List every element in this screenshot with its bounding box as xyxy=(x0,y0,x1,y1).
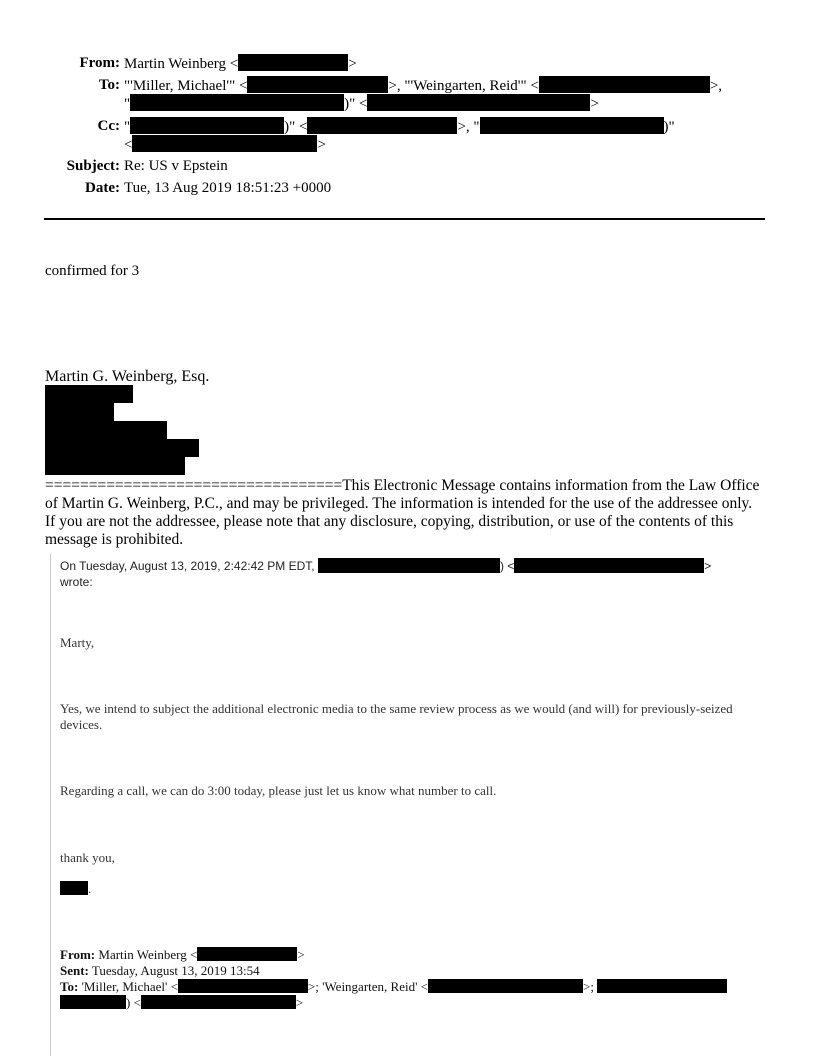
redaction-box xyxy=(238,54,348,71)
redaction-box xyxy=(60,995,126,1009)
legal-disclaimer: ==================================This Electronic Message contains information from the Law Office of Martin G. Weinberg, P.C., and may be privileged. The information is intended for the use of the addressee only. If you are not the addressee, please note that any disclosure, copying, distribution, or use of the contents of this message is prohibited. xyxy=(45,477,760,548)
redaction-box xyxy=(597,979,727,993)
redaction-box xyxy=(130,117,284,134)
redaction-box xyxy=(514,558,704,573)
quote-paragraph: Yes, we intend to subject the additional electronic media to the same review process as we would (and will) for previously-seized devices. xyxy=(60,701,733,732)
cc-row-continued: < > xyxy=(124,137,326,153)
redaction-box xyxy=(60,881,88,895)
quote-intro: On Tuesday, August 13, 2019, 2:42:42 PM EDT, ) < > wrote: xyxy=(60,559,712,589)
redaction-box xyxy=(428,979,583,993)
cc-label: Cc: xyxy=(97,118,120,134)
quote-greeting: Marty, xyxy=(60,635,95,650)
redaction-box xyxy=(539,76,710,93)
from-value: Martin Weinberg < > xyxy=(124,56,357,72)
subject-label: Subject: xyxy=(66,158,120,174)
redaction-box xyxy=(130,94,344,111)
signature-redaction xyxy=(45,457,185,475)
to-row-continued: " )" < > xyxy=(124,96,599,112)
redaction-box xyxy=(307,117,457,134)
from-label: From: xyxy=(79,55,120,71)
forward-to: To: 'Miller, Michael' < >; 'Weingarten, Reid' < >; xyxy=(60,979,727,995)
signature-redaction xyxy=(45,421,167,439)
quote-signature: . xyxy=(60,881,91,897)
redaction-box xyxy=(318,558,500,573)
forward-to-continued: ) < > xyxy=(60,995,303,1011)
reply-text: confirmed for 3 xyxy=(45,263,140,279)
redaction-box xyxy=(197,947,297,961)
quote-closing: thank you, xyxy=(60,850,115,865)
quoted-message xyxy=(50,554,771,1056)
redaction-box xyxy=(132,135,317,152)
date-value: Tue, 13 Aug 2019 18:51:23 +0000 xyxy=(124,180,332,196)
redaction-box xyxy=(367,94,590,111)
redaction-box xyxy=(480,117,664,134)
signature-redaction xyxy=(45,385,133,403)
signature-redaction xyxy=(45,439,199,457)
to-label: To: xyxy=(98,77,120,93)
redaction-box xyxy=(141,995,296,1009)
quote-paragraph: Regarding a call, we can do 3:00 today, please just let us know what number to call. xyxy=(60,783,497,798)
redaction-box xyxy=(247,76,388,93)
subject-value: Re: US v Epstein xyxy=(124,158,228,174)
date-label: Date: xyxy=(85,180,120,196)
signature-name: Martin G. Weinberg, Esq. xyxy=(45,368,210,385)
header-divider xyxy=(44,218,765,220)
cc-value: " )" < >, " )" xyxy=(124,119,675,135)
forward-from: From: Martin Weinberg < > xyxy=(60,947,305,962)
signature-redaction xyxy=(45,403,114,421)
to-value: "'Miller, Michael'" < >, "'Weingarten, Reid'" < >, xyxy=(124,78,723,94)
redaction-box xyxy=(178,979,308,993)
forward-sent: Sent: Tuesday, August 13, 2019 13:54 xyxy=(60,963,260,978)
